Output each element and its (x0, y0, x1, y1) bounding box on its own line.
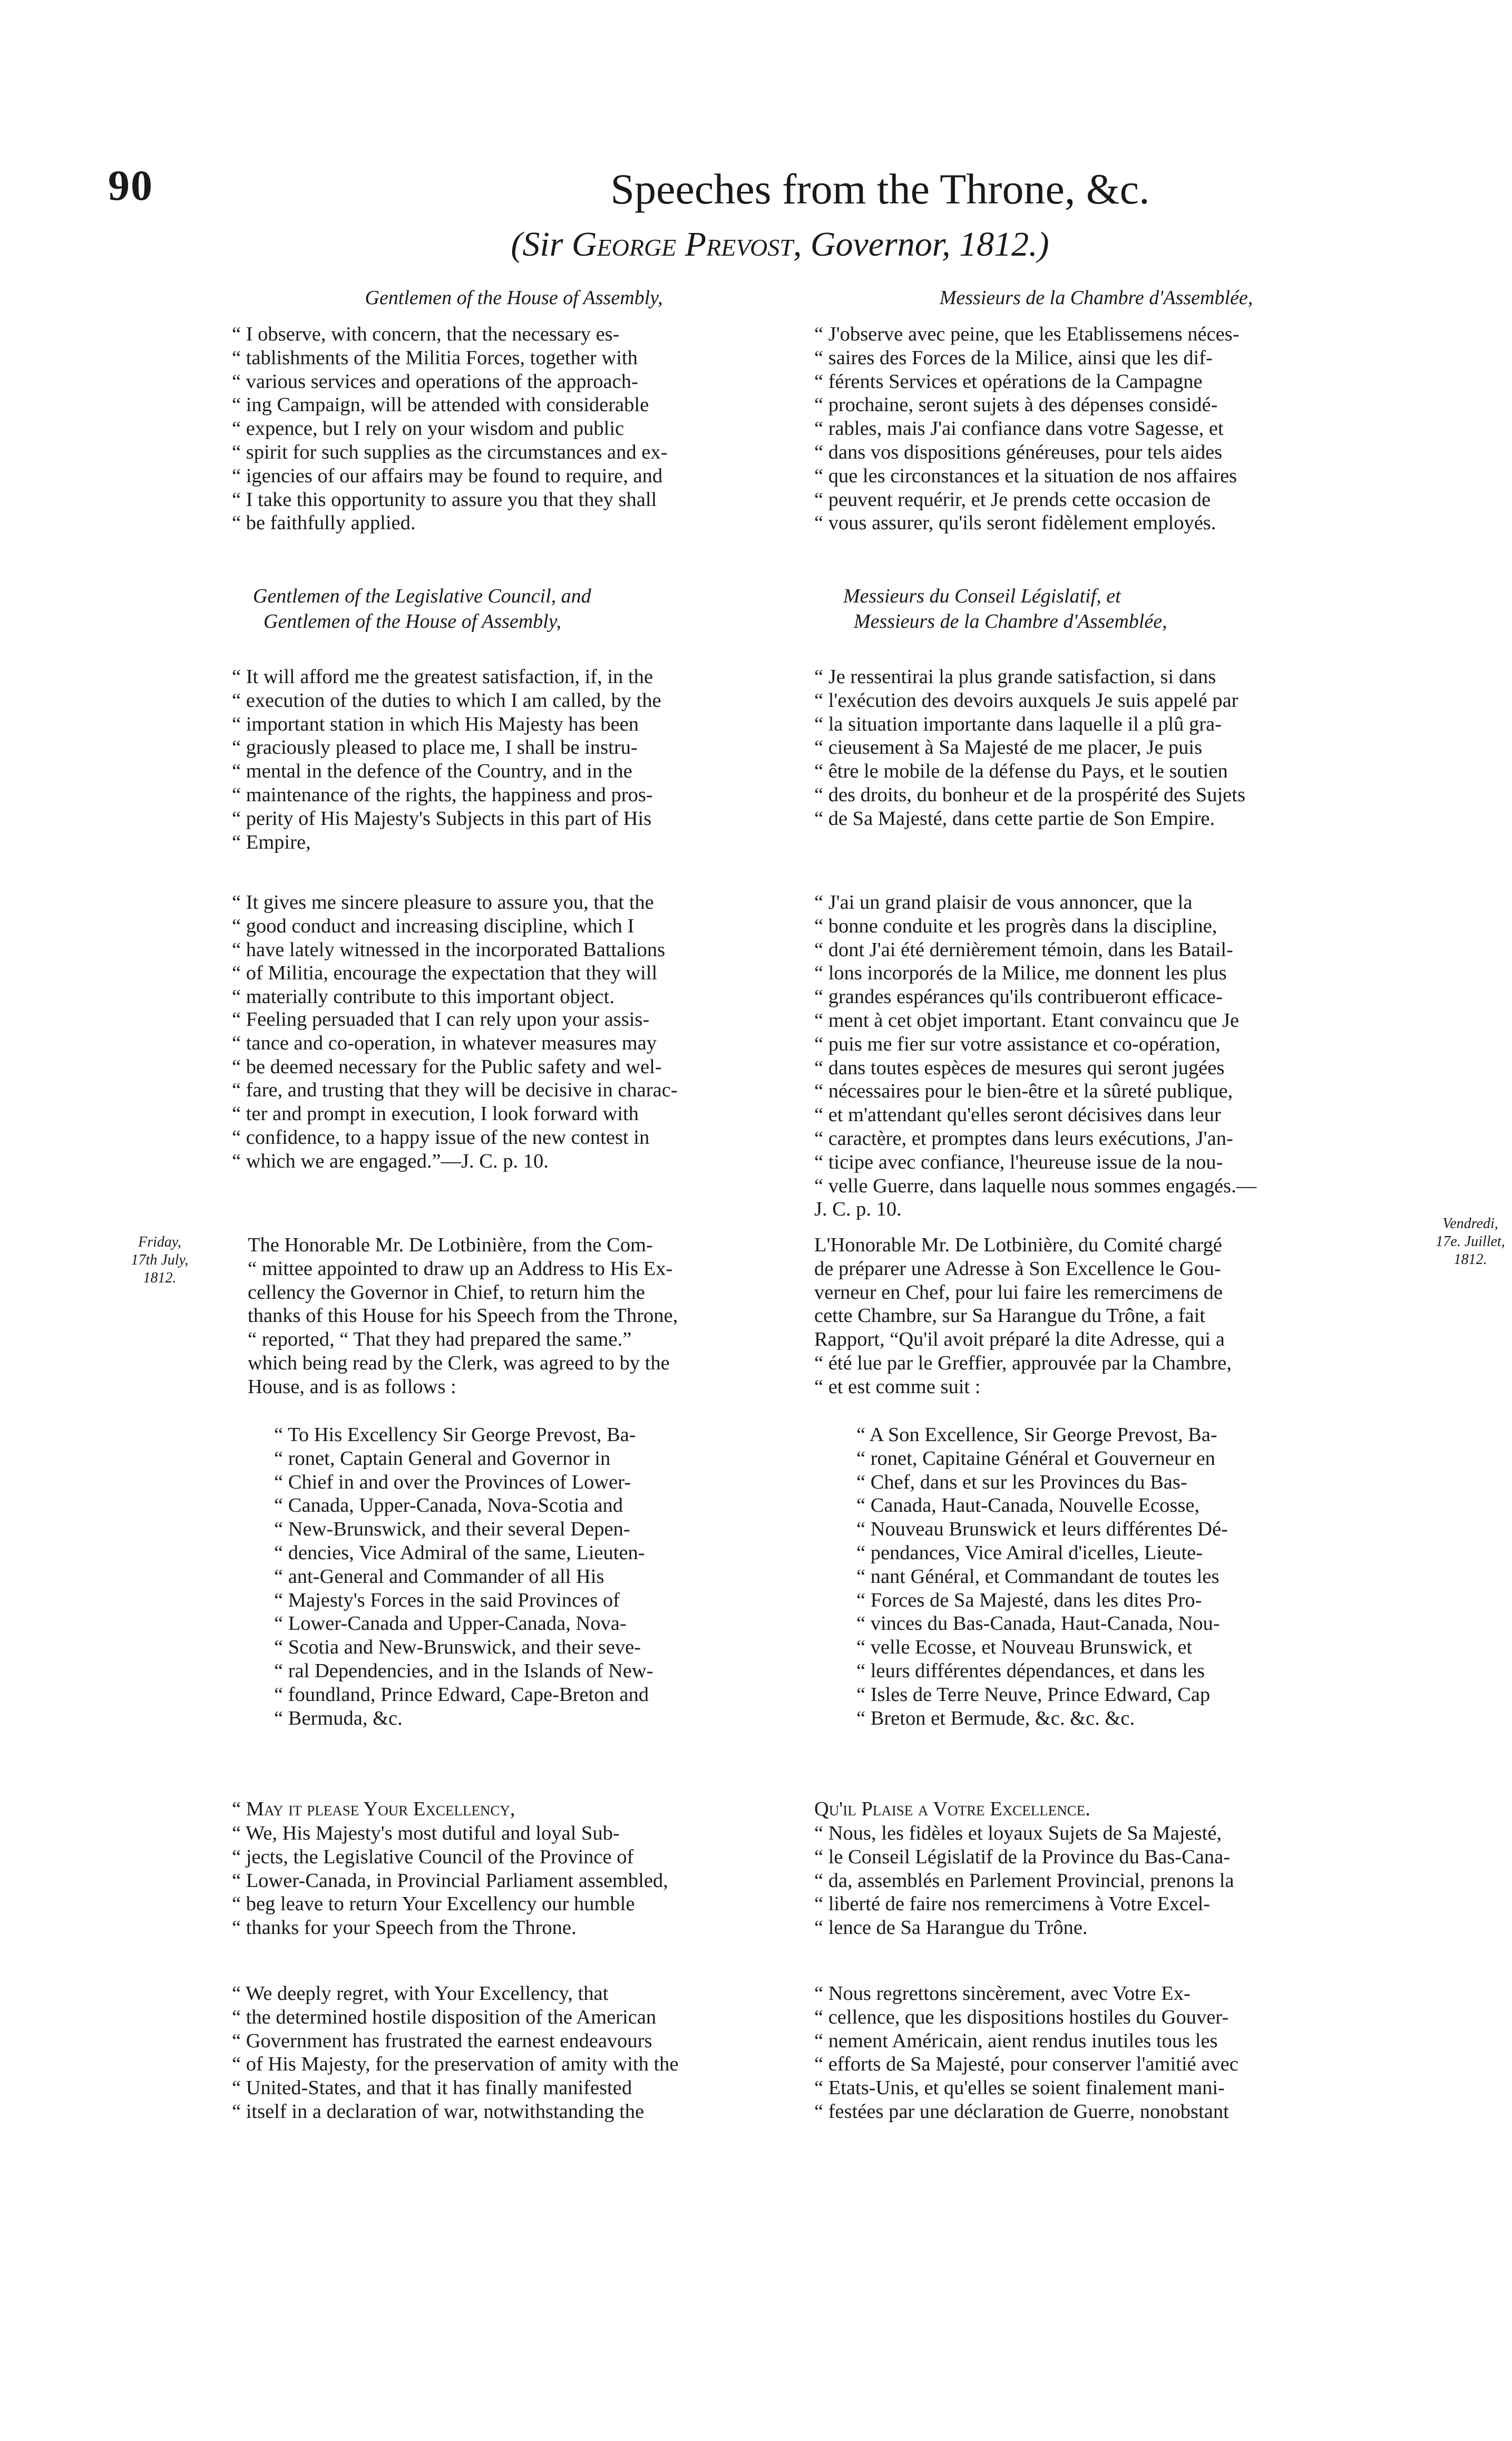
fr-paragraph-depenses: “ J'observe avec peine, que les Etablissemens néces- “ saires des Forces de la Milice, ainsi que les dif- “ férents Services et opérations de la Campagne “ prochaine, seront sujets à des dépenses considé- “ rables, mais J'ai confiance dans votre Sagesse, et “ dans vos dispositions généreuses, pour tels aides “ que les circonstances et la situation de nos affaires “ peuvent requérir, et Je prends cette occasion de “ vous assurer, qu'ils seront fidèlement employés. (814, 323, 1240, 534)
en-heading-assembly: Gentlemen of the House of Assembly, (365, 287, 663, 309)
en-address-title: “ To His Excellency Sir George Prevost, Ba- “ ronet, Captain General and Governor in “ Chief in and over the Provinces of Lower- “ Canada, Upper-Canada, Nova-Scotia and “ New-Brunswick, and their several Depen- “ dencies, Vice Admiral of the same, Lieuten- “ ant-General and Commander of all His “ Majesty's Forces in the said Provinces of “ Lower-Canada and Upper-Canada, Nova- “ Scotia and New-Brunswick, and their seve- “ ral Dependencies, and in the Islands of New- “ foundland, Prince Edward, Cape-Breton and “ Bermuda, &c. (274, 1424, 653, 1729)
fr-paragraph-regrettons: “ Nous regrettons sincèrement, avec Votre Ex- “ cellence, que les dispositions hostiles du Gouver- “ nement Américain, aient rendus inutiles tous les “ efforts de Sa Majesté, pour conserver l'amitié avec “ Etats-Unis, et qu'elles se soient finalement mani- “ festées par une déclaration de Guerre, nonobstant (814, 1982, 1238, 2123)
margin-left-day: Friday, (138, 1234, 181, 1250)
en-paragraph-militia: “ It gives me sincere pleasure to assure you, that the “ good conduct and increasing discipline, which I “ have lately witnessed in the incorporated Battalions “ of Militia, encourage the expectation that they will “ materially contribute to this important object. (232, 891, 666, 1008)
en-paragraph-satisfaction: “ It will afford me the greatest satisfaction, if, in the “ execution of the duties to which I am called, by the “ important station in which His Majesty has been “ graciously pleased to place me, I shall be instru- “ mental in the defence of the Country, and in the “ maintenance of the rights, the happiness and pros- “ perity of His Majesty's Subjects in this part of His “ Empire, (232, 666, 661, 853)
en-paragraph-lotbiniere: The Honorable Mr. De Lotbinière, from the Com- “ mittee appointed to draw up an Address to His Ex- cellency the Governor in Chief, to return him the thanks of this House for his Speech from the Throne, “ reported, “ That they had prepared the same.” which being read by the Clerk, was agreed to by the House, and is as follows : (248, 1234, 678, 1398)
fr-paragraph-satisfaction: “ Je ressentirai la plus grande satisfaction, si dans “ l'exécution des devoirs auxquels Je suis appelé par “ la situation importante dans laquelle il a plû gra- “ cieusement à Sa Majesté de me placer, Je puis “ être le mobile de la défense du Pays, et le soutien “ des droits, du bonheur et de la prospérité des Sujets “ de Sa Majesté, dans cette partie de Son Empire. (814, 666, 1245, 830)
fr-paragraph-milice: “ J'ai un grand plaisir de vous annoncer, que la “ bonne conduite et les progrès dans la discipline, “ dont J'ai été dernièrement témoin, dans les Batail- “ lons incorporés de la Milice, me donnent les plus “ grandes espérances qu'ils contribueront efficace- “ ment à cet objet important. Etant convaincu que Je “ puis me fier sur votre assistance et co-opération, “ dans toutes espèces de mesures qui seront jugées “ nécessaires pour le bien-être et la sûreté publique, “ et m'attendant qu'elles seront décisives dans leur “ caractère, et promptes dans leurs exécutions, J'an- “ ticipe avec confiance, l'heureuse issue de la nou- “ velle Guerre, dans laquelle nous sommes engagés.— J. C. p. 10. (814, 891, 1257, 1221)
subtitle-suffix: Governor, 1812.) (810, 225, 1049, 264)
margin-right-date: 17e. Juillet, (1436, 1233, 1505, 1250)
fr-paragraph-lotbiniere: L'Honorable Mr. De Lotbinière, du Comité chargé de préparer une Adresse à Son Excellence le Gou- verneur en Chef, pour lui faire les remercimens de cette Chambre, sur Sa Harangue du Trône, a fait Rapport, “Qu'il avoit préparé la dite Adresse, qui a “ été lue par le Greffier, approuvée par la Chambre, “ et est comme suit : (814, 1234, 1232, 1398)
margin-left-date: 17th July, (131, 1252, 189, 1268)
english-column (232, 285, 796, 311)
subtitle-prefix: (Sir (511, 225, 563, 264)
page-subtitle (464, 225, 1096, 265)
page-number: 90 (108, 161, 153, 209)
subtitle-name: George Prevost, (571, 225, 802, 264)
margin-right-day: Vendredi, (1442, 1215, 1498, 1232)
margin-right-year: 1812. (1454, 1251, 1487, 1268)
en-heading-council-b: Gentlemen of the House of Assembly, (264, 610, 561, 633)
fr-address-title: “ A Son Excellence, Sir George Prevost, Ba- “ ronet, Capitaine Général et Gouverneur en “ Chef, dans et sur les Provinces du Bas- “ Canada, Haut-Canada, Nouvelle Ecosse, “ Nouveau Brunswick et leurs différentes Dé- “ pendances, Vice Amiral d'icelles, Lieute- “ nant Général, et Commandant de toutes les “ Forces de Sa Majesté, dans les dites Pro- “ vinces du Bas-Canada, Haut-Canada, Nou- “ velle Ecosse, et Nouveau Brunswick, et “ leurs différentes dépendances, et dans les “ Isles de Terre Neuve, Prince Edward, Cap “ Breton et Bermude, &c. &c. &c. (856, 1424, 1228, 1729)
fr-heading-conseil-a: Messieurs du Conseil Législatif, et (843, 585, 1121, 607)
en-paragraph-expence: “ I observe, with concern, that the necessary es- “ tablishments of the Militia Forces, together with “ various services and operations of the approach- “ ing Campaign, will be attended with considerable “ expence, but I rely on your wisdom and public “ spirit for such supplies as the circumstances and ex- “ igencies of our affairs may be found to require, and “ I take this opportunity to assure you that they shall “ be faithfully applied. (232, 323, 668, 534)
fr-salutation: Qu'il Plaise a Votre Excellence. (814, 1798, 1090, 1820)
french-column (814, 285, 1378, 311)
en-paragraph-cooperation: “ Feeling persuaded that I can rely upon your assis- “ tance and co-operation, in whatever measures may “ be deemed necessary for the Public safety and wel- “ fare, and trusting that they will be decisive in charac- “ ter and prompt in execution, I look forward with “ confidence, to a happy issue of the new contest in “ which we are engaged.”—J. C. p. 10. (232, 1008, 678, 1172)
fr-paragraph-remercimens: “ Nous, les fidèles et loyaux Sujets de Sa Majesté, “ le Conseil Législatif de la Province du Bas-Cana- “ da, assemblés en Parlement Provincial, prenons la “ liberté de faire nos remercimens à Votre Excel- “ lence de Sa Harangue du Trône. (814, 1822, 1234, 1939)
margin-left-year: 1812. (143, 1270, 177, 1286)
en-paragraph-thanks: “ We, His Majesty's most dutiful and loyal Sub- “ jects, the Legislative Council of the Province of “ Lower-Canada, in Provincial Parliament assembled, “ beg leave to return Your Excellency our humble “ thanks for your Speech from the Throne. (232, 1822, 668, 1939)
fr-heading-conseil-b: Messieurs de la Chambre d'Assemblée, (854, 610, 1167, 633)
margin-date-left (115, 1233, 204, 1287)
margin-date-right (1431, 1215, 1510, 1269)
en-paragraph-regret: “ We deeply regret, with Your Excellency, that “ the determined hostile disposition of the American “ Government has frustrated the earnest endeavours “ of His Majesty, for the preservation of amity with the “ United-States, and that it has finally manifested “ itself in a declaration of war, notwithstanding the (232, 1982, 679, 2123)
fr-heading-assembly: Messieurs de la Chambre d'Assemblée, (939, 287, 1253, 309)
en-heading-council-a: Gentlemen of the Legislative Council, and (253, 585, 591, 607)
page-title: Speeches from the Throne, &c. (610, 165, 1150, 213)
en-salutation: “ May it please Your Excellency, (232, 1798, 515, 1820)
